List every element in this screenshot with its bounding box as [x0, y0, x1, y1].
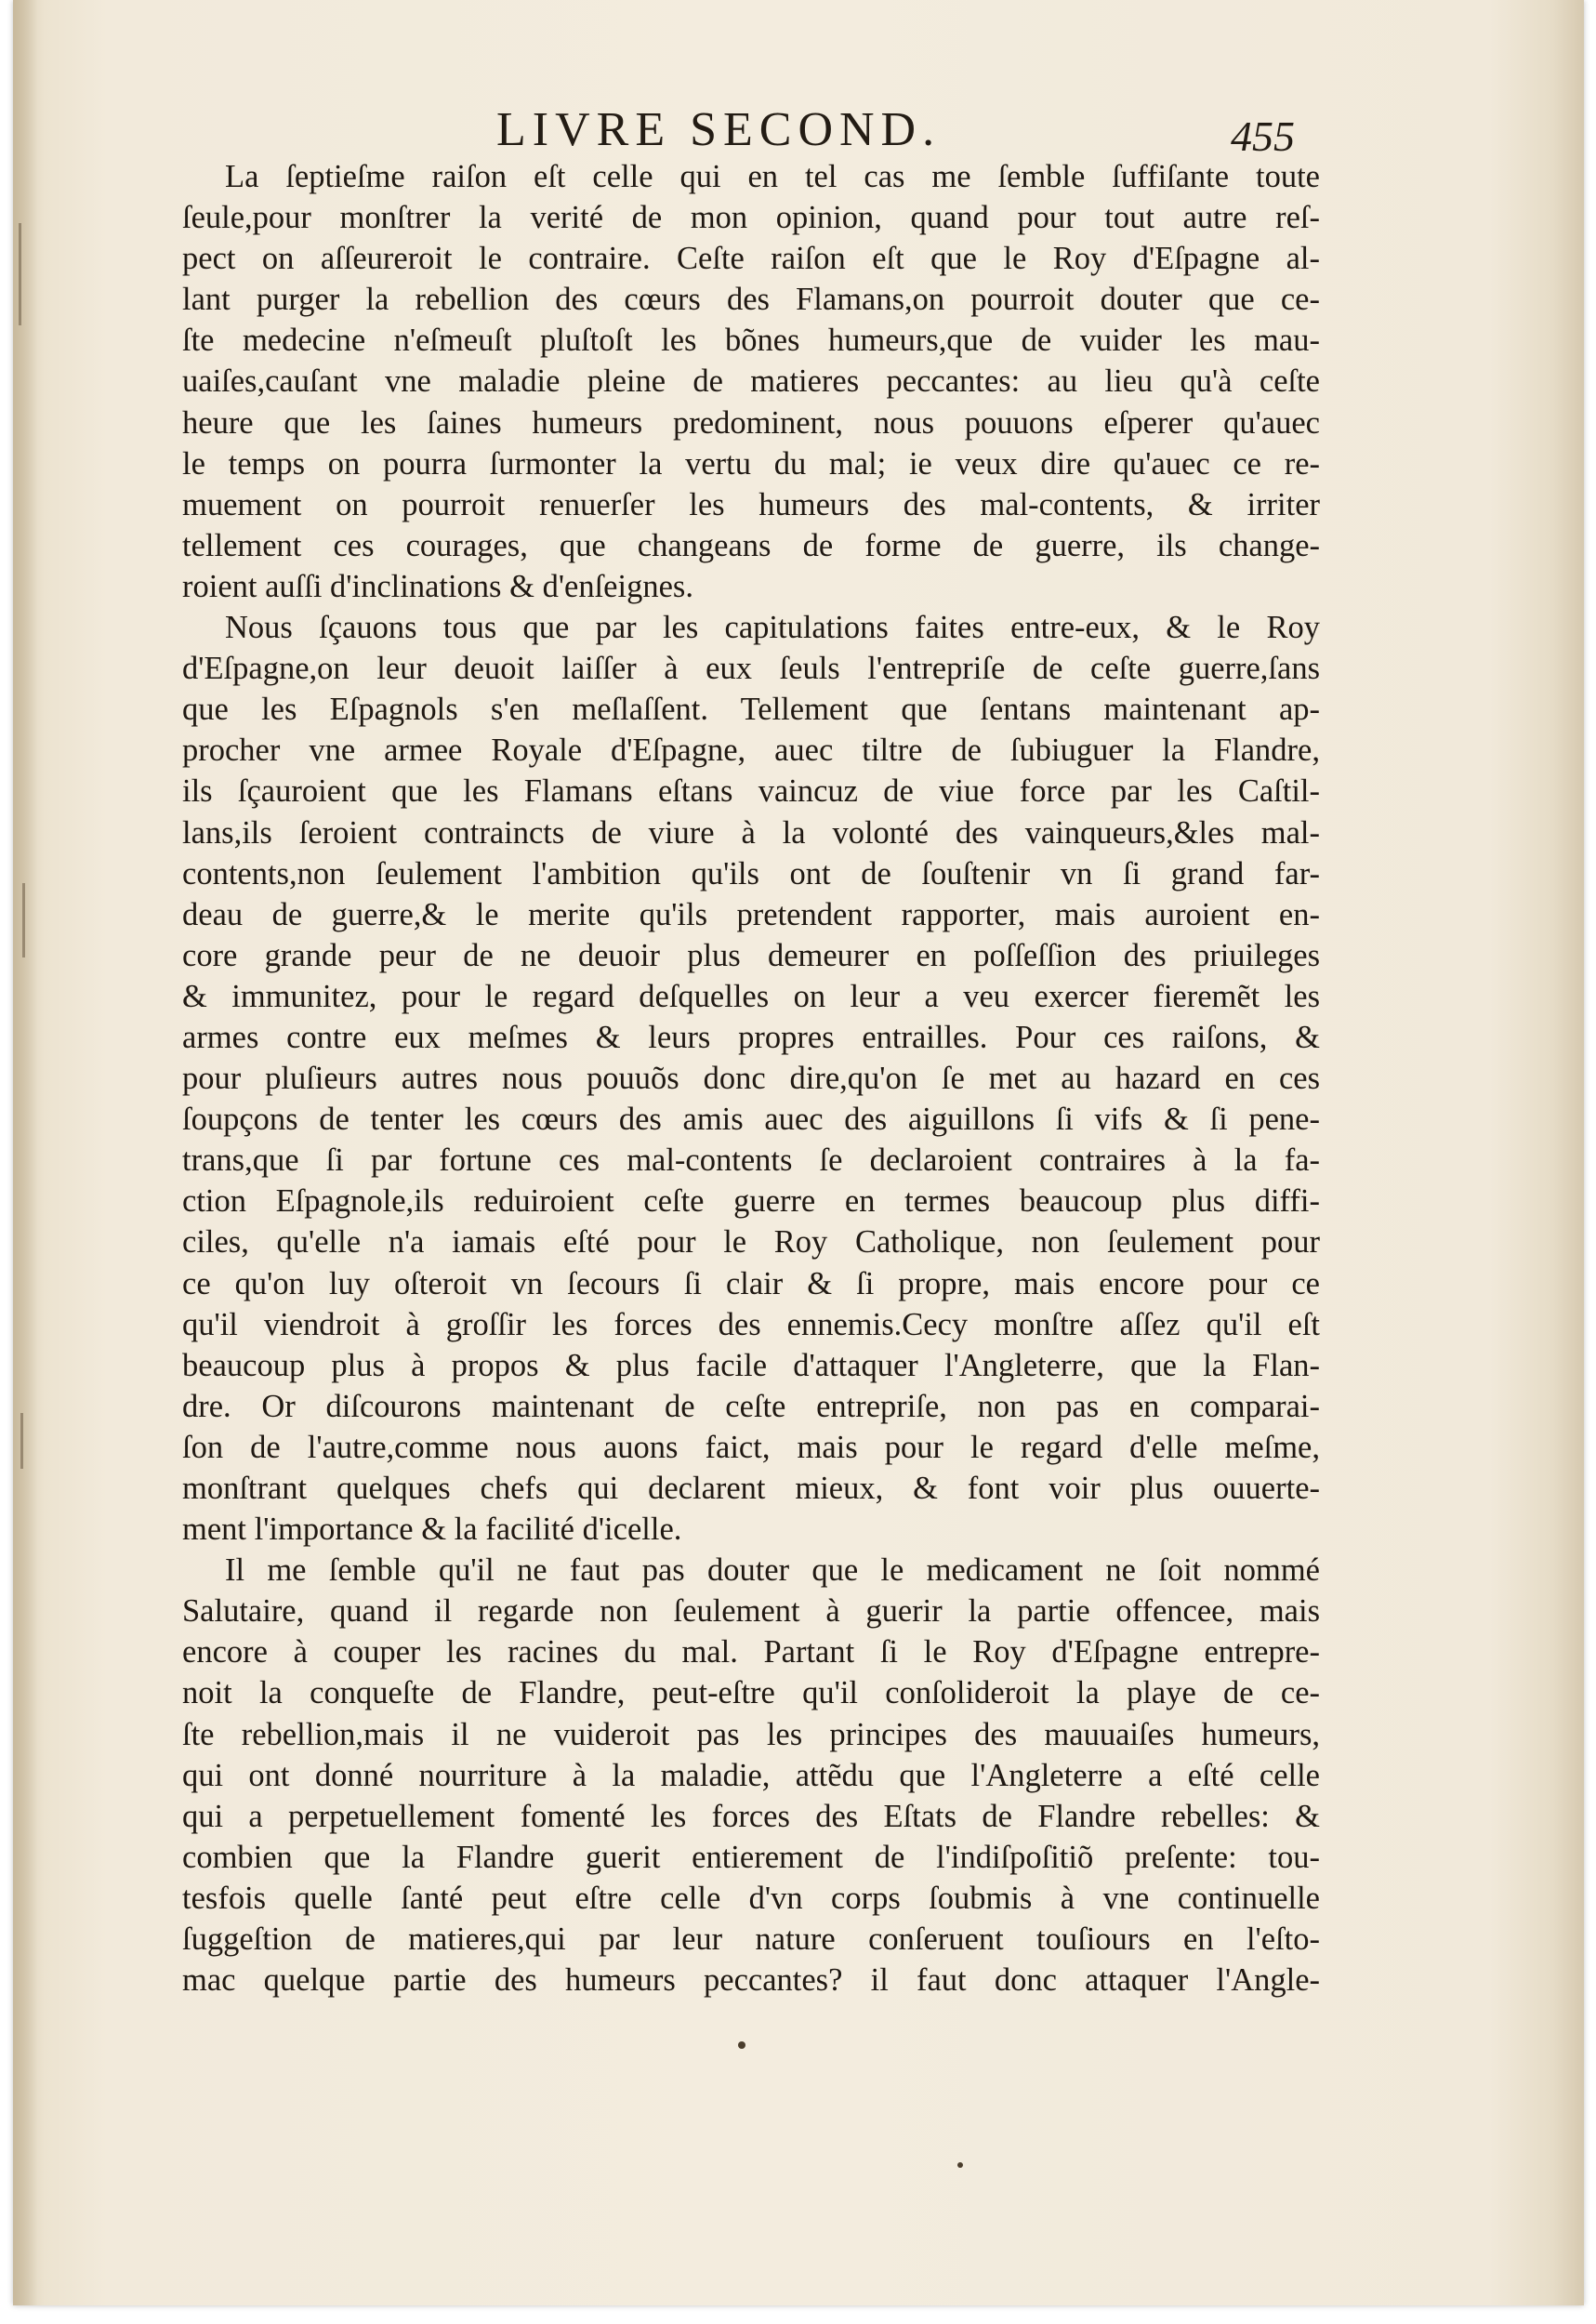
- text-line: qui ont donné nourriture à la maladie, attẽdu que l'Angleterre a eſté celle: [182, 1757, 1320, 1793]
- text-line: tellement ces courages, que changeans de forme de guerre, ils change-: [182, 527, 1320, 563]
- text-line: tesfois quelle ſanté peut eſtre celle d'vn corps ſoubmis à vne continuelle: [182, 1880, 1320, 1916]
- text-line: noit la conqueſte de Flandre, peut-eſtre qu'il conſolideroit la playe de ce-: [182, 1675, 1320, 1711]
- text-line: ſon de l'autre,comme nous auons faict, mais pour le regard d'elle meſme,: [182, 1429, 1320, 1465]
- text-line: ſeule,pour monſtrer la verité de mon opinion, quand pour tout autre reſ-: [182, 200, 1320, 236]
- text-line: contents,non ſeulement l'ambition qu'ils ont de ſouſtenir vn ſi grand far-: [182, 855, 1320, 891]
- text-line: roient auſſi d'inclinations & d'enſeignes.: [182, 568, 693, 604]
- margin-mark: [20, 1413, 23, 1469]
- body-text: [182, 156, 1320, 2000]
- text-line: ſuggeſtion de matieres,qui par leur nature conſeruent touſiours en l'eſto-: [182, 1921, 1320, 1958]
- text-line: core grande peur de ne deuoir plus demeurer en poſſeſſion des priuileges: [182, 937, 1320, 973]
- text-line: deau de guerre,& le merite qu'ils pretendent rapporter, mais auroient en-: [182, 896, 1320, 932]
- text-line: lans,ils ſeroient contraincts de viure à la volonté des vainqueurs,&les mal-: [182, 814, 1320, 851]
- text-line: ſte medecine n'eſmeuſt pluſtoſt les bõnes humeurs,que de vuider les mau-: [182, 323, 1320, 359]
- text-line: qui a perpetuellement fomenté les forces des Eſtats de Flandre rebelles: &: [182, 1798, 1320, 1834]
- text-line: beaucoup plus à propos & plus facile d'attaquer l'Angleterre, que la Flan-: [182, 1347, 1320, 1383]
- text-line: lant purger la rebellion des cœurs des Flamans,on pourroit douter que ce-: [182, 282, 1320, 318]
- text-line: Il me ſemble qu'il ne faut pas douter que le medicament ne ſoit nommé: [225, 1552, 1320, 1589]
- text-line: mac quelque partie des humeurs peccantes? il faut donc attaquer l'Angle-: [182, 1962, 1320, 1999]
- text-line: & immunitez, pour le regard deſquelles on leur a veu exercer fieremẽt les: [182, 978, 1320, 1014]
- ink-speck: [957, 2162, 963, 2168]
- text-line: monſtrant quelques chefs qui declarent mieux, & font voir plus ouuerte-: [182, 1471, 1320, 1506]
- text-line: dre. Or diſcourons maintenant de ceſte entrepriſe, non pas en comparai-: [182, 1388, 1320, 1424]
- margin-mark: [22, 883, 25, 957]
- text-line: ils ſçauroient que les Flamans eſtans vaincuz de viue force par les Caſtil-: [182, 773, 1320, 810]
- text-line: ce qu'on luy oſteroit vn ſecours ſi clair & ſi propre, mais encore pour ce: [182, 1265, 1320, 1301]
- text-line: ciles, qu'elle n'a iamais eſté pour le Roy Catholique, non ſeulement pour: [182, 1224, 1320, 1261]
- text-line: Salutaire, quand il regarde non ſeulement à guerir la partie offencee, mais: [182, 1593, 1320, 1630]
- text-line: procher vne armee Royale d'Eſpagne, auec tiltre de ſubiuguer la Flandre,: [182, 733, 1320, 769]
- text-line: ſte rebellion,mais il ne vuideroit pas les principes des mauuaiſes humeurs,: [182, 1716, 1320, 1752]
- text-line: combien que la Flandre guerit entierement de l'indiſpoſitiõ preſente: tou-: [182, 1839, 1320, 1875]
- text-line: ment l'importance & la facilité d'icelle.: [182, 1512, 682, 1548]
- text-line: le temps on pourra ſurmonter la vertu du mal; ie veux dire qu'auec ce re-: [182, 445, 1320, 482]
- running-head: LIVRE SECOND.: [496, 103, 942, 156]
- text-line: La ſeptieſme raiſon eſt celle qui en tel cas me ſemble ſuffiſante toute: [225, 159, 1320, 194]
- text-line: encore à couper les racines du mal. Partant ſi le Roy d'Eſpagne entrepre-: [182, 1634, 1320, 1670]
- text-line: ſoupçons de tenter les cœurs des amis auec des aiguillons ſi vifs & ſi pene-: [182, 1102, 1320, 1138]
- text-line: uaiſes,cauſant vne maladie pleine de matieres peccantes: au lieu qu'à ceſte: [182, 363, 1320, 400]
- text-line: Nous ſçauons tous que par les capitulations faites entre-eux, & le Roy: [225, 610, 1320, 646]
- text-line: heure que les ſaines humeurs predominent, nous pouuons eſperer qu'auec: [182, 404, 1320, 441]
- ink-speck: [738, 2041, 745, 2049]
- text-line: d'Eſpagne,on leur deuoit laiſſer à eux ſeuls l'entrepriſe de ceſte guerre,ſans: [182, 651, 1320, 687]
- text-line: pour pluſieurs autres nous pouuõs donc dire,qu'on ſe met au hazard en ces: [182, 1061, 1320, 1097]
- text-line: armes contre eux meſmes & leurs propres entrailles. Pour ces raiſons, &: [182, 1019, 1320, 1055]
- margin-mark: [19, 223, 21, 325]
- text-line: pect on aſſeureroit le contraire. Ceſte raiſon eſt que le Roy d'Eſpagne al-: [182, 241, 1320, 277]
- text-line: ction Eſpagnole,ils reduiroient ceſte guerre en termes beaucoup plus diffi-: [182, 1183, 1320, 1220]
- book-page: [13, 0, 1584, 2305]
- text-line: que les Eſpagnols s'en meſlaſſent. Tellement que ſentans maintenant ap-: [182, 692, 1320, 728]
- text-line: trans,que ſi par fortune ces mal-contents ſe declaroient contraires à la fa-: [182, 1142, 1320, 1179]
- page-number: 455: [1231, 112, 1295, 160]
- text-line: qu'il viendroit à groſſir les forces des ennemis.Cecy monſtre aſſez qu'il eſt: [182, 1306, 1320, 1342]
- gutter-shadow: [13, 0, 37, 2305]
- page-header: [13, 102, 1584, 158]
- text-line: muement on pourroit renuerſer les humeurs des mal-contents, & irriter: [182, 486, 1320, 522]
